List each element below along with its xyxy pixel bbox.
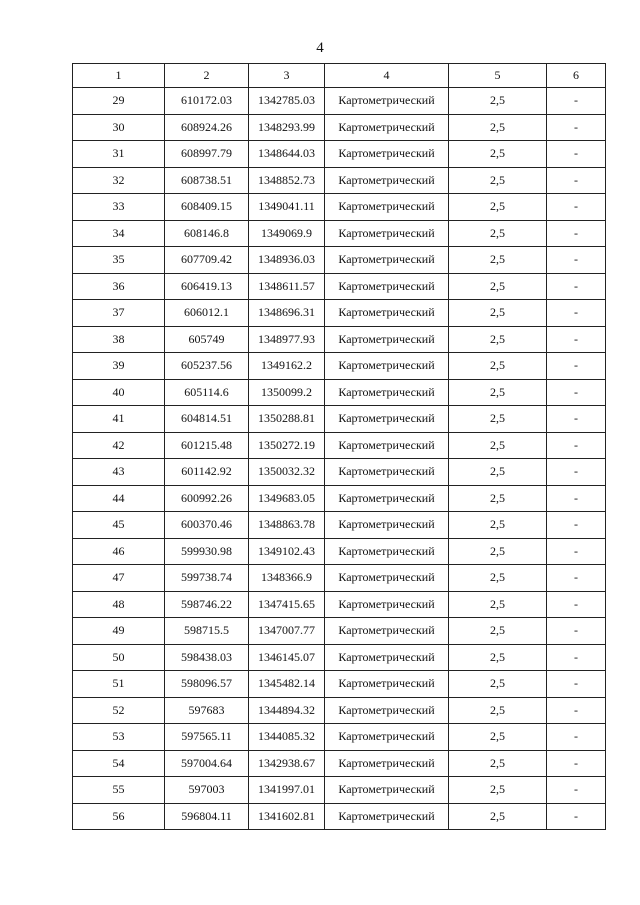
accuracy-cell: 2,5 xyxy=(449,485,547,512)
method-cell: Картометрический xyxy=(325,88,449,115)
point-number-cell: 47 xyxy=(73,565,165,592)
accuracy-cell: 2,5 xyxy=(449,459,547,486)
accuracy-cell: 2,5 xyxy=(449,273,547,300)
accuracy-cell: 2,5 xyxy=(449,697,547,724)
accuracy-cell: 2,5 xyxy=(449,432,547,459)
extra-cell: - xyxy=(547,644,606,671)
extra-cell: - xyxy=(547,565,606,592)
y-coordinate-cell: 1350288.81 xyxy=(249,406,325,433)
column-header: 2 xyxy=(165,64,249,88)
accuracy-cell: 2,5 xyxy=(449,565,547,592)
point-number-cell: 34 xyxy=(73,220,165,247)
method-cell: Картометрический xyxy=(325,379,449,406)
accuracy-cell: 2,5 xyxy=(449,512,547,539)
extra-cell: - xyxy=(547,485,606,512)
y-coordinate-cell: 1345482.14 xyxy=(249,671,325,698)
table-body xyxy=(73,88,606,830)
y-coordinate-cell: 1348936.03 xyxy=(249,247,325,274)
x-coordinate-cell: 597683 xyxy=(165,697,249,724)
point-number-cell: 48 xyxy=(73,591,165,618)
x-coordinate-cell: 600370.46 xyxy=(165,512,249,539)
point-number-cell: 29 xyxy=(73,88,165,115)
y-coordinate-cell: 1348852.73 xyxy=(249,167,325,194)
y-coordinate-cell: 1350272.19 xyxy=(249,432,325,459)
extra-cell: - xyxy=(547,220,606,247)
method-cell: Картометрический xyxy=(325,671,449,698)
y-coordinate-cell: 1344894.32 xyxy=(249,697,325,724)
x-coordinate-cell: 605237.56 xyxy=(165,353,249,380)
table-row xyxy=(73,247,606,274)
point-number-cell: 33 xyxy=(73,194,165,221)
x-coordinate-cell: 599930.98 xyxy=(165,538,249,565)
x-coordinate-cell: 600992.26 xyxy=(165,485,249,512)
table-row xyxy=(73,750,606,777)
table-row xyxy=(73,114,606,141)
method-cell: Картометрический xyxy=(325,591,449,618)
table-row xyxy=(73,220,606,247)
coordinates-table xyxy=(72,63,606,830)
accuracy-cell: 2,5 xyxy=(449,326,547,353)
x-coordinate-cell: 604814.51 xyxy=(165,406,249,433)
table-row xyxy=(73,326,606,353)
accuracy-cell: 2,5 xyxy=(449,750,547,777)
y-coordinate-cell: 1342785.03 xyxy=(249,88,325,115)
point-number-cell: 53 xyxy=(73,724,165,751)
x-coordinate-cell: 608409.15 xyxy=(165,194,249,221)
x-coordinate-cell: 598715.5 xyxy=(165,618,249,645)
point-number-cell: 38 xyxy=(73,326,165,353)
y-coordinate-cell: 1348366.9 xyxy=(249,565,325,592)
point-number-cell: 54 xyxy=(73,750,165,777)
method-cell: Картометрический xyxy=(325,114,449,141)
method-cell: Картометрический xyxy=(325,353,449,380)
x-coordinate-cell: 599738.74 xyxy=(165,565,249,592)
x-coordinate-cell: 608146.8 xyxy=(165,220,249,247)
y-coordinate-cell: 1346145.07 xyxy=(249,644,325,671)
extra-cell: - xyxy=(547,459,606,486)
y-coordinate-cell: 1348863.78 xyxy=(249,512,325,539)
accuracy-cell: 2,5 xyxy=(449,777,547,804)
accuracy-cell: 2,5 xyxy=(449,644,547,671)
extra-cell: - xyxy=(547,353,606,380)
column-header: 5 xyxy=(449,64,547,88)
extra-cell: - xyxy=(547,273,606,300)
table-row xyxy=(73,141,606,168)
extra-cell: - xyxy=(547,671,606,698)
point-number-cell: 37 xyxy=(73,300,165,327)
method-cell: Картометрический xyxy=(325,803,449,830)
extra-cell: - xyxy=(547,300,606,327)
point-number-cell: 31 xyxy=(73,141,165,168)
table-row xyxy=(73,167,606,194)
table-row xyxy=(73,88,606,115)
method-cell: Картометрический xyxy=(325,724,449,751)
x-coordinate-cell: 596804.11 xyxy=(165,803,249,830)
table-row xyxy=(73,485,606,512)
x-coordinate-cell: 597565.11 xyxy=(165,724,249,751)
y-coordinate-cell: 1342938.67 xyxy=(249,750,325,777)
table-row xyxy=(73,777,606,804)
method-cell: Картометрический xyxy=(325,750,449,777)
extra-cell: - xyxy=(547,538,606,565)
accuracy-cell: 2,5 xyxy=(449,406,547,433)
accuracy-cell: 2,5 xyxy=(449,591,547,618)
page-number: 4 xyxy=(316,40,324,56)
y-coordinate-cell: 1348977.93 xyxy=(249,326,325,353)
table-row xyxy=(73,591,606,618)
extra-cell: - xyxy=(547,618,606,645)
point-number-cell: 44 xyxy=(73,485,165,512)
y-coordinate-cell: 1349069.9 xyxy=(249,220,325,247)
x-coordinate-cell: 605114.6 xyxy=(165,379,249,406)
x-coordinate-cell: 608924.26 xyxy=(165,114,249,141)
extra-cell: - xyxy=(547,724,606,751)
x-coordinate-cell: 606012.1 xyxy=(165,300,249,327)
extra-cell: - xyxy=(547,247,606,274)
x-coordinate-cell: 608738.51 xyxy=(165,167,249,194)
point-number-cell: 49 xyxy=(73,618,165,645)
accuracy-cell: 2,5 xyxy=(449,300,547,327)
method-cell: Картометрический xyxy=(325,565,449,592)
y-coordinate-cell: 1347415.65 xyxy=(249,591,325,618)
method-cell: Картометрический xyxy=(325,141,449,168)
method-cell: Картометрический xyxy=(325,459,449,486)
y-coordinate-cell: 1341602.81 xyxy=(249,803,325,830)
method-cell: Картометрический xyxy=(325,220,449,247)
accuracy-cell: 2,5 xyxy=(449,88,547,115)
x-coordinate-cell: 608997.79 xyxy=(165,141,249,168)
x-coordinate-cell: 598438.03 xyxy=(165,644,249,671)
x-coordinate-cell: 606419.13 xyxy=(165,273,249,300)
x-coordinate-cell: 605749 xyxy=(165,326,249,353)
extra-cell: - xyxy=(547,141,606,168)
method-cell: Картометрический xyxy=(325,644,449,671)
accuracy-cell: 2,5 xyxy=(449,379,547,406)
point-number-cell: 56 xyxy=(73,803,165,830)
point-number-cell: 46 xyxy=(73,538,165,565)
point-number-cell: 50 xyxy=(73,644,165,671)
method-cell: Картометрический xyxy=(325,512,449,539)
y-coordinate-cell: 1350099.2 xyxy=(249,379,325,406)
method-cell: Картометрический xyxy=(325,432,449,459)
point-number-cell: 40 xyxy=(73,379,165,406)
extra-cell: - xyxy=(547,88,606,115)
x-coordinate-cell: 601215.48 xyxy=(165,432,249,459)
extra-cell: - xyxy=(547,114,606,141)
column-header: 3 xyxy=(249,64,325,88)
method-cell: Картометрический xyxy=(325,406,449,433)
extra-cell: - xyxy=(547,432,606,459)
x-coordinate-cell: 598746.22 xyxy=(165,591,249,618)
y-coordinate-cell: 1349041.11 xyxy=(249,194,325,221)
method-cell: Картометрический xyxy=(325,273,449,300)
table-row xyxy=(73,379,606,406)
extra-cell: - xyxy=(547,167,606,194)
method-cell: Картометрический xyxy=(325,618,449,645)
x-coordinate-cell: 607709.42 xyxy=(165,247,249,274)
y-coordinate-cell: 1349683.05 xyxy=(249,485,325,512)
extra-cell: - xyxy=(547,750,606,777)
extra-cell: - xyxy=(547,512,606,539)
extra-cell: - xyxy=(547,194,606,221)
extra-cell: - xyxy=(547,406,606,433)
point-number-cell: 45 xyxy=(73,512,165,539)
table-row xyxy=(73,697,606,724)
point-number-cell: 32 xyxy=(73,167,165,194)
table-row xyxy=(73,538,606,565)
y-coordinate-cell: 1348611.57 xyxy=(249,273,325,300)
y-coordinate-cell: 1348644.03 xyxy=(249,141,325,168)
y-coordinate-cell: 1348293.99 xyxy=(249,114,325,141)
point-number-cell: 43 xyxy=(73,459,165,486)
method-cell: Картометрический xyxy=(325,777,449,804)
extra-cell: - xyxy=(547,326,606,353)
point-number-cell: 55 xyxy=(73,777,165,804)
table-row xyxy=(73,406,606,433)
x-coordinate-cell: 597003 xyxy=(165,777,249,804)
accuracy-cell: 2,5 xyxy=(449,220,547,247)
method-cell: Картометрический xyxy=(325,300,449,327)
accuracy-cell: 2,5 xyxy=(449,114,547,141)
y-coordinate-cell: 1344085.32 xyxy=(249,724,325,751)
method-cell: Картометрический xyxy=(325,697,449,724)
point-number-cell: 51 xyxy=(73,671,165,698)
method-cell: Картометрический xyxy=(325,538,449,565)
table-header-row xyxy=(73,64,606,88)
accuracy-cell: 2,5 xyxy=(449,803,547,830)
extra-cell: - xyxy=(547,379,606,406)
extra-cell: - xyxy=(547,777,606,804)
table-row xyxy=(73,353,606,380)
point-number-cell: 36 xyxy=(73,273,165,300)
column-header: 4 xyxy=(325,64,449,88)
accuracy-cell: 2,5 xyxy=(449,538,547,565)
table-row xyxy=(73,618,606,645)
table-row xyxy=(73,273,606,300)
table-row xyxy=(73,565,606,592)
y-coordinate-cell: 1350032.32 xyxy=(249,459,325,486)
x-coordinate-cell: 601142.92 xyxy=(165,459,249,486)
point-number-cell: 52 xyxy=(73,697,165,724)
table-row xyxy=(73,432,606,459)
table-row xyxy=(73,671,606,698)
table-row xyxy=(73,803,606,830)
column-header: 1 xyxy=(73,64,165,88)
extra-cell: - xyxy=(547,591,606,618)
accuracy-cell: 2,5 xyxy=(449,353,547,380)
accuracy-cell: 2,5 xyxy=(449,618,547,645)
y-coordinate-cell: 1347007.77 xyxy=(249,618,325,645)
point-number-cell: 42 xyxy=(73,432,165,459)
accuracy-cell: 2,5 xyxy=(449,724,547,751)
y-coordinate-cell: 1349162.2 xyxy=(249,353,325,380)
method-cell: Картометрический xyxy=(325,247,449,274)
accuracy-cell: 2,5 xyxy=(449,247,547,274)
x-coordinate-cell: 597004.64 xyxy=(165,750,249,777)
y-coordinate-cell: 1349102.43 xyxy=(249,538,325,565)
accuracy-cell: 2,5 xyxy=(449,141,547,168)
method-cell: Картометрический xyxy=(325,167,449,194)
accuracy-cell: 2,5 xyxy=(449,194,547,221)
x-coordinate-cell: 598096.57 xyxy=(165,671,249,698)
table-row xyxy=(73,644,606,671)
table-row xyxy=(73,194,606,221)
x-coordinate-cell: 610172.03 xyxy=(165,88,249,115)
y-coordinate-cell: 1341997.01 xyxy=(249,777,325,804)
point-number-cell: 41 xyxy=(73,406,165,433)
accuracy-cell: 2,5 xyxy=(449,167,547,194)
method-cell: Картометрический xyxy=(325,485,449,512)
table-row xyxy=(73,724,606,751)
column-header: 6 xyxy=(547,64,606,88)
extra-cell: - xyxy=(547,803,606,830)
method-cell: Картометрический xyxy=(325,194,449,221)
y-coordinate-cell: 1348696.31 xyxy=(249,300,325,327)
point-number-cell: 35 xyxy=(73,247,165,274)
table-row xyxy=(73,459,606,486)
extra-cell: - xyxy=(547,697,606,724)
table-row xyxy=(73,300,606,327)
method-cell: Картометрический xyxy=(325,326,449,353)
accuracy-cell: 2,5 xyxy=(449,671,547,698)
table-row xyxy=(73,512,606,539)
point-number-cell: 30 xyxy=(73,114,165,141)
point-number-cell: 39 xyxy=(73,353,165,380)
